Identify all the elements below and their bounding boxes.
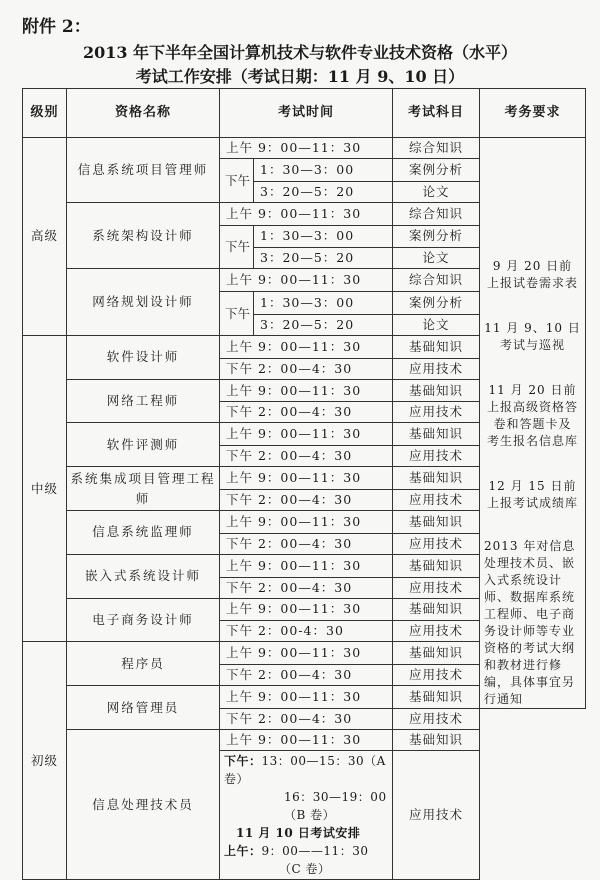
- exam-time: 下午 2：00—4：30: [220, 490, 393, 511]
- exam-time-detail: [220, 751, 393, 880]
- document-title-line1: 2013 年下半年全国计算机技术与软件专业技术资格（水平）: [82, 43, 518, 62]
- header-qualification: 资格名称: [67, 89, 220, 138]
- exam-subject: 综合知识: [393, 269, 480, 292]
- exam-time: 上午 9：00—11：30: [220, 511, 393, 534]
- exam-subject: 基础知识: [393, 686, 480, 709]
- qualification-name: 程序员: [67, 642, 220, 686]
- exam-subject: 案例分析: [393, 159, 480, 182]
- exam-subject: 综合知识: [393, 138, 480, 159]
- qualification-name: 信息系统监理师: [67, 511, 220, 555]
- nov10-am-time: 9：00——11：30: [261, 844, 369, 858]
- exam-subject: 基础知识: [393, 598, 480, 621]
- exam-time: 1：30—3：00: [254, 225, 393, 248]
- header-level: 级别: [23, 89, 67, 138]
- qualification-name: 软件设计师: [67, 335, 220, 379]
- exam-time: 1：30—3：00: [254, 292, 393, 315]
- exam-subject: 应用技术: [393, 402, 480, 423]
- exam-subject: 案例分析: [393, 225, 480, 248]
- exam-time: 1：30—3：00: [254, 159, 393, 182]
- exam-time: 下午 2：00—4：30: [220, 402, 393, 423]
- qualification-name: 网络管理员: [67, 686, 220, 730]
- exam-subject: 基础知识: [393, 642, 480, 665]
- afternoon-label: 下午: [220, 292, 254, 336]
- exam-subject: 应用技术: [393, 446, 480, 467]
- exam-subject: 基础知识: [393, 467, 480, 490]
- pm-paper-a: 13：00—15：30（A 卷）: [224, 754, 386, 786]
- level-advanced: 高级: [23, 138, 67, 336]
- note-2-line2: 考试与巡视: [500, 338, 566, 352]
- exam-schedule-table: [22, 88, 586, 880]
- exam-subject: 基础知识: [393, 379, 480, 402]
- exam-time: 3：20—5：20: [254, 181, 393, 202]
- level-junior: 初级: [23, 642, 67, 880]
- exam-subject: 论文: [393, 181, 480, 202]
- exam-subject: 案例分析: [393, 292, 480, 315]
- qualification-name: 电子商务设计师: [67, 598, 220, 642]
- nov10-heading: 11 月 10 日考试安排: [236, 826, 361, 840]
- exam-time: 上午 9：00—11：30: [220, 138, 393, 159]
- exam-time: 上午 9：00—11：30: [220, 467, 393, 490]
- exam-time: 3：20—5：20: [254, 314, 393, 335]
- requirements-cell: [480, 138, 586, 709]
- exam-subject: 应用技术: [393, 621, 480, 642]
- qualification-name: 嵌入式系统设计师: [67, 554, 220, 598]
- table-row: [23, 730, 586, 751]
- header-subject: 考试科目: [393, 89, 480, 138]
- afternoon-label: 下午: [220, 159, 254, 203]
- document-title-line2: 考试工作安排（考试日期：11 月 9、10 日）: [135, 67, 465, 86]
- exam-time: 上午 9：00—11：30: [220, 202, 393, 225]
- exam-subject: 基础知识: [393, 335, 480, 358]
- exam-time: 下午 2：00—4：30: [220, 665, 393, 686]
- exam-subject: 论文: [393, 248, 480, 269]
- level-intermediate: 中级: [23, 335, 67, 641]
- note-3-line4: 考生报名信息库: [487, 434, 579, 448]
- exam-subject: 基础知识: [393, 554, 480, 577]
- table-row: [23, 138, 586, 159]
- header-requirements: 考务要求: [480, 89, 586, 138]
- qualification-name: 网络工程师: [67, 379, 220, 423]
- exam-time: 下午 2：00—4：30: [220, 446, 393, 467]
- pm-label: 下午：: [224, 754, 262, 768]
- exam-time: 上午 9：00—11：30: [220, 554, 393, 577]
- exam-subject: 应用技术: [393, 358, 480, 379]
- exam-time: 上午 9：00—11：30: [220, 423, 393, 446]
- pm-paper-b: 16：30—19：00（B 卷）: [284, 790, 387, 822]
- exam-subject: 论文: [393, 314, 480, 335]
- exam-time: 下午 2：00—4：30: [220, 358, 393, 379]
- exam-subject: 应用技术: [393, 533, 480, 554]
- note-3-line1: 11 月 20 日前: [488, 383, 577, 397]
- exam-time: 下午 2：00—4：30: [220, 533, 393, 554]
- exam-subject: 基础知识: [393, 423, 480, 446]
- qualification-name: 系统架构设计师: [67, 202, 220, 269]
- exam-time: 上午 9：00—11：30: [220, 686, 393, 709]
- exam-time: 上午 9：00—11：30: [220, 642, 393, 665]
- exam-subject: 应用技术: [393, 490, 480, 511]
- exam-time: 3：20—5：20: [254, 248, 393, 269]
- exam-time: 下午 2：00—4：30: [220, 709, 393, 730]
- note-4-line2: 上报考试成绩库: [487, 496, 579, 510]
- note-3-line3: 卷和答题卡及: [493, 417, 572, 431]
- nov10-paper-c: （C 卷）: [279, 862, 331, 876]
- qualification-name: 系统集成项目管理工程师: [67, 467, 220, 511]
- exam-time: 上午 9：00—11：30: [220, 379, 393, 402]
- exam-subject: 应用技术: [393, 709, 480, 730]
- afternoon-label: 下午: [220, 225, 254, 269]
- exam-time: 上午 9：00—11：30: [220, 598, 393, 621]
- note-5: 2013 年对信息处理技术员、嵌入式系统设计师、数据库系统工程师、电子商务设计师等专业资格的考试大纲和教材进行修编，具体事宜另行通知: [484, 539, 576, 706]
- note-4-line1: 12 月 15 日前: [488, 479, 577, 493]
- exam-time: 上午 9：00—11：30: [220, 269, 393, 292]
- header-exam-time: 考试时间: [220, 89, 393, 138]
- qualification-name: 信息处理技术员: [67, 730, 220, 880]
- exam-subject: 综合知识: [393, 202, 480, 225]
- exam-subject: 基础知识: [393, 730, 480, 751]
- exam-time: 下午 2：00—4：30: [220, 577, 393, 598]
- attachment-label: 附件 2：: [22, 17, 91, 37]
- qualification-name: 信息系统项目管理师: [67, 138, 220, 203]
- qualification-name: 软件评测师: [67, 423, 220, 467]
- exam-subject: 应用技术: [393, 577, 480, 598]
- nov10-am-label: 上午：: [224, 844, 262, 858]
- header-row: [23, 89, 586, 138]
- exam-time: 下午 2：00-4：30: [220, 621, 393, 642]
- note-1-line2: 上报试卷需求表: [487, 276, 579, 290]
- exam-time: 上午 9：00—11：30: [220, 335, 393, 358]
- exam-subject: 基础知识: [393, 511, 480, 534]
- exam-time: 上午 9：00—11：30: [220, 730, 393, 751]
- note-1-line1: 9 月 20 日前: [492, 259, 573, 273]
- note-3-line2: 上报高级资格答: [487, 400, 579, 414]
- note-2-line1: 11 月 9、10 日: [484, 321, 581, 335]
- exam-subject: 应用技术: [393, 665, 480, 686]
- exam-subject: 应用技术: [393, 751, 480, 880]
- qualification-name: 网络规划设计师: [67, 269, 220, 336]
